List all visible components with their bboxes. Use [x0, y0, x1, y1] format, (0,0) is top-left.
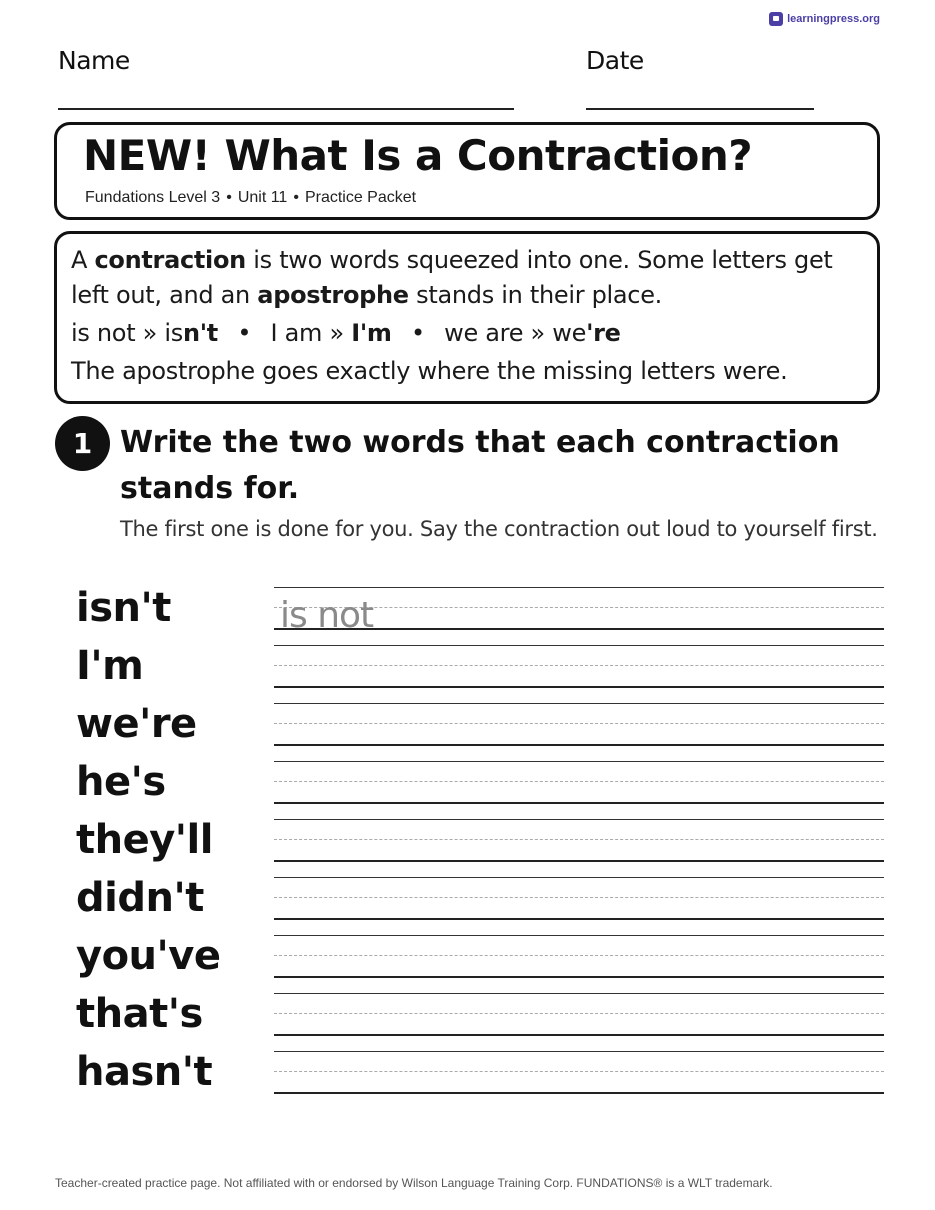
date-line[interactable]: [586, 108, 814, 110]
exercise-row: [0, 819, 935, 877]
definition-line-4: The apostrophe goes exactly where the missing letters were.: [71, 357, 788, 385]
term-apostrophe: apostrophe: [257, 281, 409, 309]
definition-line-2: [71, 281, 662, 309]
example-full: I am: [270, 319, 323, 347]
exercise-instructions: The first one is done for you. Say the contraction out loud to yourself first.: [120, 517, 878, 541]
writing-mid-line: [274, 839, 884, 840]
footer-disclaimer: Teacher-created practice page. Not affiliated with or endorsed by Wilson Language Training Corp. FUNDATIONS® is a WLT trademark.: [55, 1176, 773, 1190]
brand-link[interactable]: [769, 12, 880, 26]
exercise-row: [0, 935, 935, 993]
subtitle-unit: Unit 11: [237, 189, 288, 206]
writing-top-line: [274, 993, 884, 994]
example-full: we are: [444, 319, 524, 347]
writing-top-line: [274, 703, 884, 704]
subtitle-separator: •: [226, 189, 232, 206]
name-label: Name: [58, 46, 130, 75]
example-bold: I'm: [351, 319, 392, 347]
example-plain: we: [552, 319, 587, 347]
writing-mid-line: [274, 955, 884, 956]
contraction-word: that's: [76, 991, 203, 1037]
contraction-word: isn't: [76, 585, 171, 631]
exercise-row: [0, 993, 935, 1051]
contraction-word: he's: [76, 759, 166, 805]
exercise-row: [0, 645, 935, 703]
contraction-word: we're: [76, 701, 197, 747]
exercise-title: Write the two words that each contraction stands for.: [120, 425, 840, 506]
writing-top-line: [274, 645, 884, 646]
writing-base-line: [274, 976, 884, 978]
exercise-row: [0, 703, 935, 761]
name-line[interactable]: [58, 108, 514, 110]
writing-base-line: [274, 686, 884, 688]
book-icon: [769, 12, 783, 26]
writing-mid-line: [274, 1071, 884, 1072]
arrow-icon: »: [142, 319, 158, 347]
contraction-word: they'll: [76, 817, 213, 863]
writing-base-line: [274, 860, 884, 862]
page-title: NEW! What Is a Contraction?: [83, 131, 753, 180]
definition-text: stands in their place.: [408, 281, 662, 309]
example-separator: •: [410, 319, 425, 347]
definition-box: [54, 231, 880, 404]
exercise-row: [0, 761, 935, 819]
contraction-word: didn't: [76, 875, 204, 921]
definition-line-1: [71, 246, 833, 274]
writing-base-line: [274, 744, 884, 746]
writing-top-line: [274, 761, 884, 762]
example-bold: n't: [182, 319, 218, 347]
example-full: is not: [71, 319, 136, 347]
writing-mid-line: [274, 897, 884, 898]
example-bold: 're: [586, 319, 621, 347]
subtitle-packet: Practice Packet: [304, 189, 417, 206]
title-box: [54, 122, 880, 220]
step-number-badge: 1: [55, 416, 110, 471]
term-contraction: contraction: [94, 246, 246, 274]
brand-text: learningpress.org: [787, 13, 880, 25]
writing-base-line: [274, 918, 884, 920]
subtitle-separator: •: [293, 189, 299, 206]
answer-field[interactable]: is not: [280, 595, 374, 636]
arrow-icon: »: [329, 319, 344, 347]
writing-top-line: [274, 587, 884, 588]
writing-top-line: [274, 935, 884, 936]
writing-base-line: [274, 1034, 884, 1036]
writing-mid-line: [274, 781, 884, 782]
definition-text: left out, and an: [71, 281, 258, 309]
definition-text: is two words squeezed into one. Some letters get: [245, 246, 833, 274]
writing-base-line: [274, 1092, 884, 1094]
arrow-icon: »: [530, 319, 545, 347]
date-label: Date: [586, 46, 644, 75]
writing-base-line: [274, 802, 884, 804]
exercise-row: [0, 1051, 935, 1109]
writing-mid-line: [274, 665, 884, 666]
writing-mid-line: [274, 1013, 884, 1014]
exercise-row: [0, 587, 935, 645]
subtitle-level: Fundations Level 3: [85, 189, 221, 206]
example-separator: •: [237, 319, 252, 347]
writing-mid-line: [274, 723, 884, 724]
examples-line: [71, 319, 621, 347]
contraction-word: I'm: [76, 643, 144, 689]
writing-top-line: [274, 819, 884, 820]
writing-top-line: [274, 1051, 884, 1052]
contraction-word: you've: [76, 933, 221, 979]
example-plain: is: [164, 319, 183, 347]
contraction-word: hasn't: [76, 1049, 213, 1095]
page-subtitle: [85, 189, 416, 207]
writing-top-line: [274, 877, 884, 878]
definition-text: A: [71, 246, 95, 274]
exercise-row: [0, 877, 935, 935]
